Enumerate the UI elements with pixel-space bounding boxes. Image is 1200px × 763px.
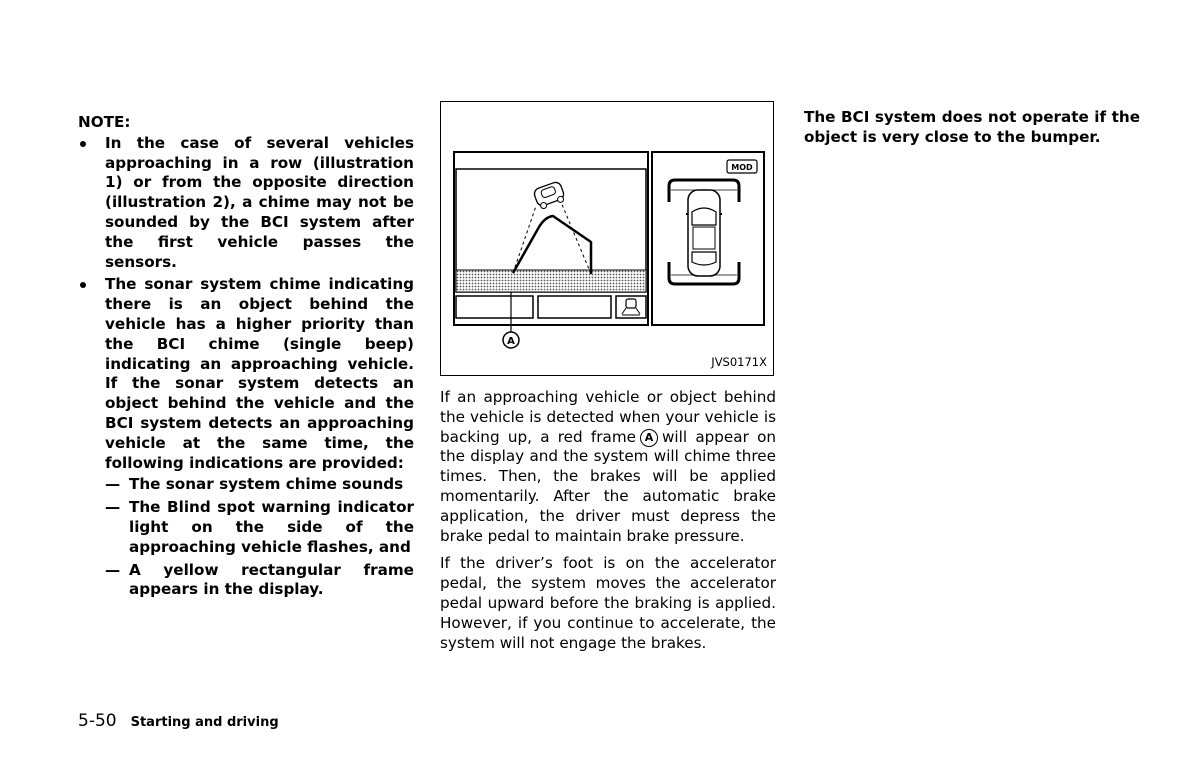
middle-paragraph-1 — [440, 388, 776, 546]
note-bullet-2-text: The sonar system chime indicating there is an object behind the vehicle has a higher priority than the BCI chime (single beep) indicating an approaching vehicle. If the sonar system detects an object behind the vehicle and the BCI system detects an approaching vehicle at the same time, the following indications are provided: — [105, 275, 414, 472]
note-bullet-2 — [78, 275, 414, 600]
left-column — [78, 113, 414, 603]
callout-a-label: A — [507, 336, 515, 347]
para1-text-before: If an approaching vehicle or object behind the vehicle is detected when your vehicle is backing up, a red frame — [440, 388, 776, 446]
figure-code: JVS0171X — [711, 355, 767, 370]
rear-view-screen — [454, 152, 648, 325]
note-title: NOTE: — [78, 113, 131, 131]
display-illustration-svg — [441, 102, 772, 374]
para1-text-after: will appear on the display and the system will chime three times. Then, the brakes will be applied momentarily. After the automatic brake application, the driver must depress the brake pedal to maintain brake pressure. — [440, 427, 776, 545]
bci-display-illustration — [440, 101, 774, 376]
display-button-1 — [456, 296, 533, 318]
marker-a-inline: A — [640, 429, 658, 447]
section-title: Starting and driving — [130, 715, 279, 730]
approaching-car-icon — [533, 181, 566, 210]
indication-list — [105, 475, 414, 600]
indication-item-1: — The sonar system chime sounds — [105, 475, 414, 495]
bumper-strip — [456, 270, 646, 292]
parking-assist-icon — [622, 299, 640, 315]
middle-paragraph-2: If the driver’s foot is on the accelerator pedal, the system moves the accelerator pedal upward before the braking is applied. However, if you continue to accelerate, the system will not engage the brakes. — [440, 554, 776, 652]
page-number: 5-50 — [78, 711, 117, 731]
right-paragraph: The BCI system does not operate if the object is very close to the bumper. — [804, 108, 1140, 146]
middle-column — [440, 101, 776, 653]
page-footer — [78, 711, 279, 731]
top-view-car-icon — [686, 190, 722, 276]
display-button-2 — [538, 296, 611, 318]
indication-item-3: — A yellow rectangular frame appears in the display. — [105, 561, 414, 601]
note-bullet-1: In the case of several vehicles approaching in a row (illustration 1) or from the opposite direction (illustration 2), a chime may not be sounded by the BCI system after the first vehicle passes the sensors. — [78, 134, 414, 273]
note-bullet-list — [78, 134, 414, 600]
right-column — [804, 108, 1140, 148]
mod-label: MOD — [731, 163, 753, 172]
indication-item-2: — The Blind spot warning indicator light on the side of the approaching vehicle flashes, and — [105, 498, 414, 557]
